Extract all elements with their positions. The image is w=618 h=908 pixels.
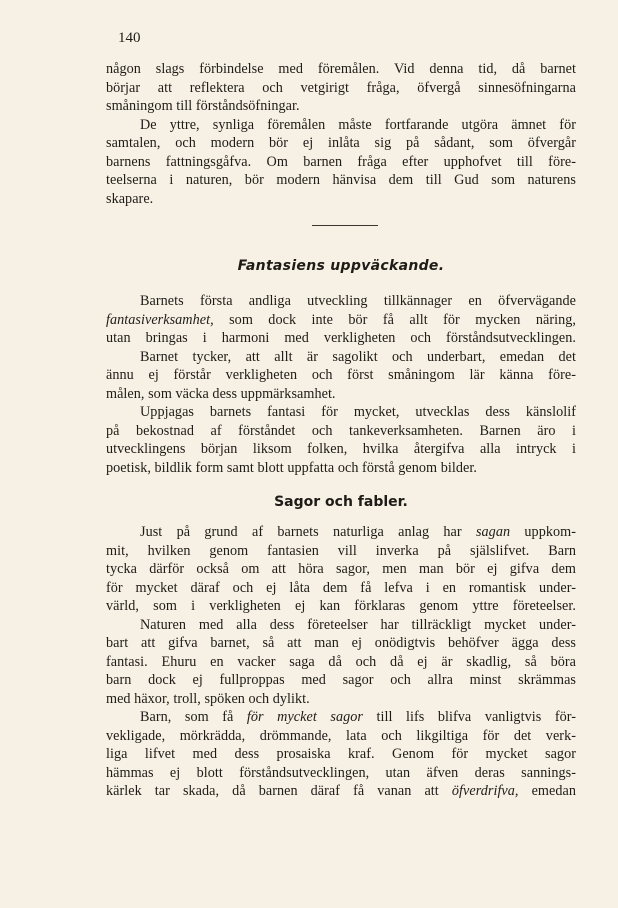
text-line: Barnet tycker, att allt är sagolikt och underbart, emedan det bbox=[140, 348, 576, 365]
text-line: någon slags förbindelse med föremålen. Vid denna tid, då barnet bbox=[106, 61, 576, 77]
section-heading-fantasy: Fantasiens uppväckande. bbox=[237, 258, 445, 274]
text-line: småningom till förståndsöfningar. bbox=[106, 98, 300, 114]
page-number: 140 bbox=[118, 30, 141, 46]
text-line: börjar att reflektera och vetgirigt fråga, öfvergå sinnesöfningarna bbox=[106, 79, 576, 96]
text-span: Just på grund af barnets naturliga anlag har bbox=[140, 524, 476, 540]
italic-term: sagan bbox=[475, 524, 511, 540]
text-line: mit, hvilken genom fantasien vill inverka på själslifvet. Barn bbox=[106, 542, 576, 559]
section-heading-tales: Sagor och fabler. bbox=[274, 494, 408, 510]
text-line: fantasi. Ehuru en vacker saga då och då ej är skadlig, så böra bbox=[106, 653, 576, 670]
text-line bbox=[106, 523, 576, 542]
paragraph-block-intro bbox=[106, 60, 576, 208]
italic-term: för mycket sagor bbox=[246, 709, 363, 725]
text-line: värld, som i verkligheten ej kan förklaras genom yttre företeelser. bbox=[106, 598, 576, 614]
text-span: uppkom- bbox=[510, 524, 576, 540]
text-line: hämmas ej blott förståndsutvecklingen, utan äfven deras sannings- bbox=[106, 764, 576, 781]
text-line: barn dock ej fullproppas med sagor och allra minst skrämmas bbox=[106, 672, 576, 688]
italic-term: öfverdrifva, bbox=[451, 783, 519, 799]
text-line: liga lifvet med dess prosaiska kraf. Genom för mycket sagor bbox=[106, 746, 576, 762]
text-line: vekligade, mörkrädda, drömmande, lata och likgiltiga för det verk- bbox=[106, 727, 576, 744]
text-line: Naturen med alla dess företeelser har tillräckligt mycket under- bbox=[140, 616, 576, 633]
text-line: De yttre, synliga föremålen måste fortfarande utgöra ämnet för bbox=[140, 116, 576, 133]
text-line: barnens fattningsgåfva. Om barnen fråga efter upphofvet till före- bbox=[106, 153, 576, 170]
text-line: teelserna i naturen, bör modern hänvisa dem till Gud som naturens bbox=[106, 172, 576, 188]
text-line: bart att gifva barnet, så att man ej onödigtvis behöfver ägga dess bbox=[106, 635, 576, 651]
text-line bbox=[106, 782, 576, 801]
text-line: målen, som väcka dess uppmärksamhet. bbox=[106, 385, 336, 402]
text-line: utvecklingens början liksom folken, hvilka återgifva alla intryck i bbox=[106, 441, 576, 457]
text-line: med häxor, troll, spöken och dylikt. bbox=[106, 690, 310, 707]
text-line bbox=[106, 708, 576, 727]
text-line: samtalen, och modern bör ej inlåta sig på sådant, som öfvergår bbox=[106, 135, 576, 151]
text-line: Barnets första andliga utveckling tillkännager en öfvervägande bbox=[140, 293, 576, 309]
text-line: tycka därför också om att höra sagor, men man bör ej gifva dem bbox=[106, 561, 576, 577]
text-line: skapare. bbox=[106, 190, 154, 207]
text-line: utan bringas i harmoni med verkligheten och förståndsutvecklingen. bbox=[106, 330, 576, 346]
text-line: på bekostnad af förståndet och tankeverksamheten. Barnen äro i bbox=[106, 422, 576, 439]
text-line bbox=[106, 311, 576, 330]
paragraph-block-fantasy bbox=[106, 292, 576, 477]
paragraph-block-tales bbox=[106, 523, 576, 801]
text-span: kärlek tar skada, då barnen däraf få vanan att bbox=[106, 783, 452, 799]
italic-term: fantasiverksamhet, bbox=[106, 311, 214, 328]
text-line: poetisk, bildlik form samt blott uppfatta och förstå genom bilder. bbox=[106, 459, 477, 476]
text-span: Barn, som få bbox=[140, 709, 247, 725]
text-span: emedan bbox=[518, 783, 576, 799]
text-span: som dock inte bör få allt för mycken näring, bbox=[213, 311, 576, 328]
section-divider bbox=[312, 225, 378, 226]
text-line: för mycket däraf och ej låta dem få lefva i en romantisk under- bbox=[106, 579, 576, 596]
text-line: Uppjagas barnets fantasi för mycket, utvecklas dess känslolif bbox=[140, 404, 576, 420]
text-span: till lifs blifva vanligtvis för- bbox=[362, 709, 576, 725]
text-line: ännu ej förstår verkligheten och först småningom lär känna före- bbox=[106, 367, 576, 383]
